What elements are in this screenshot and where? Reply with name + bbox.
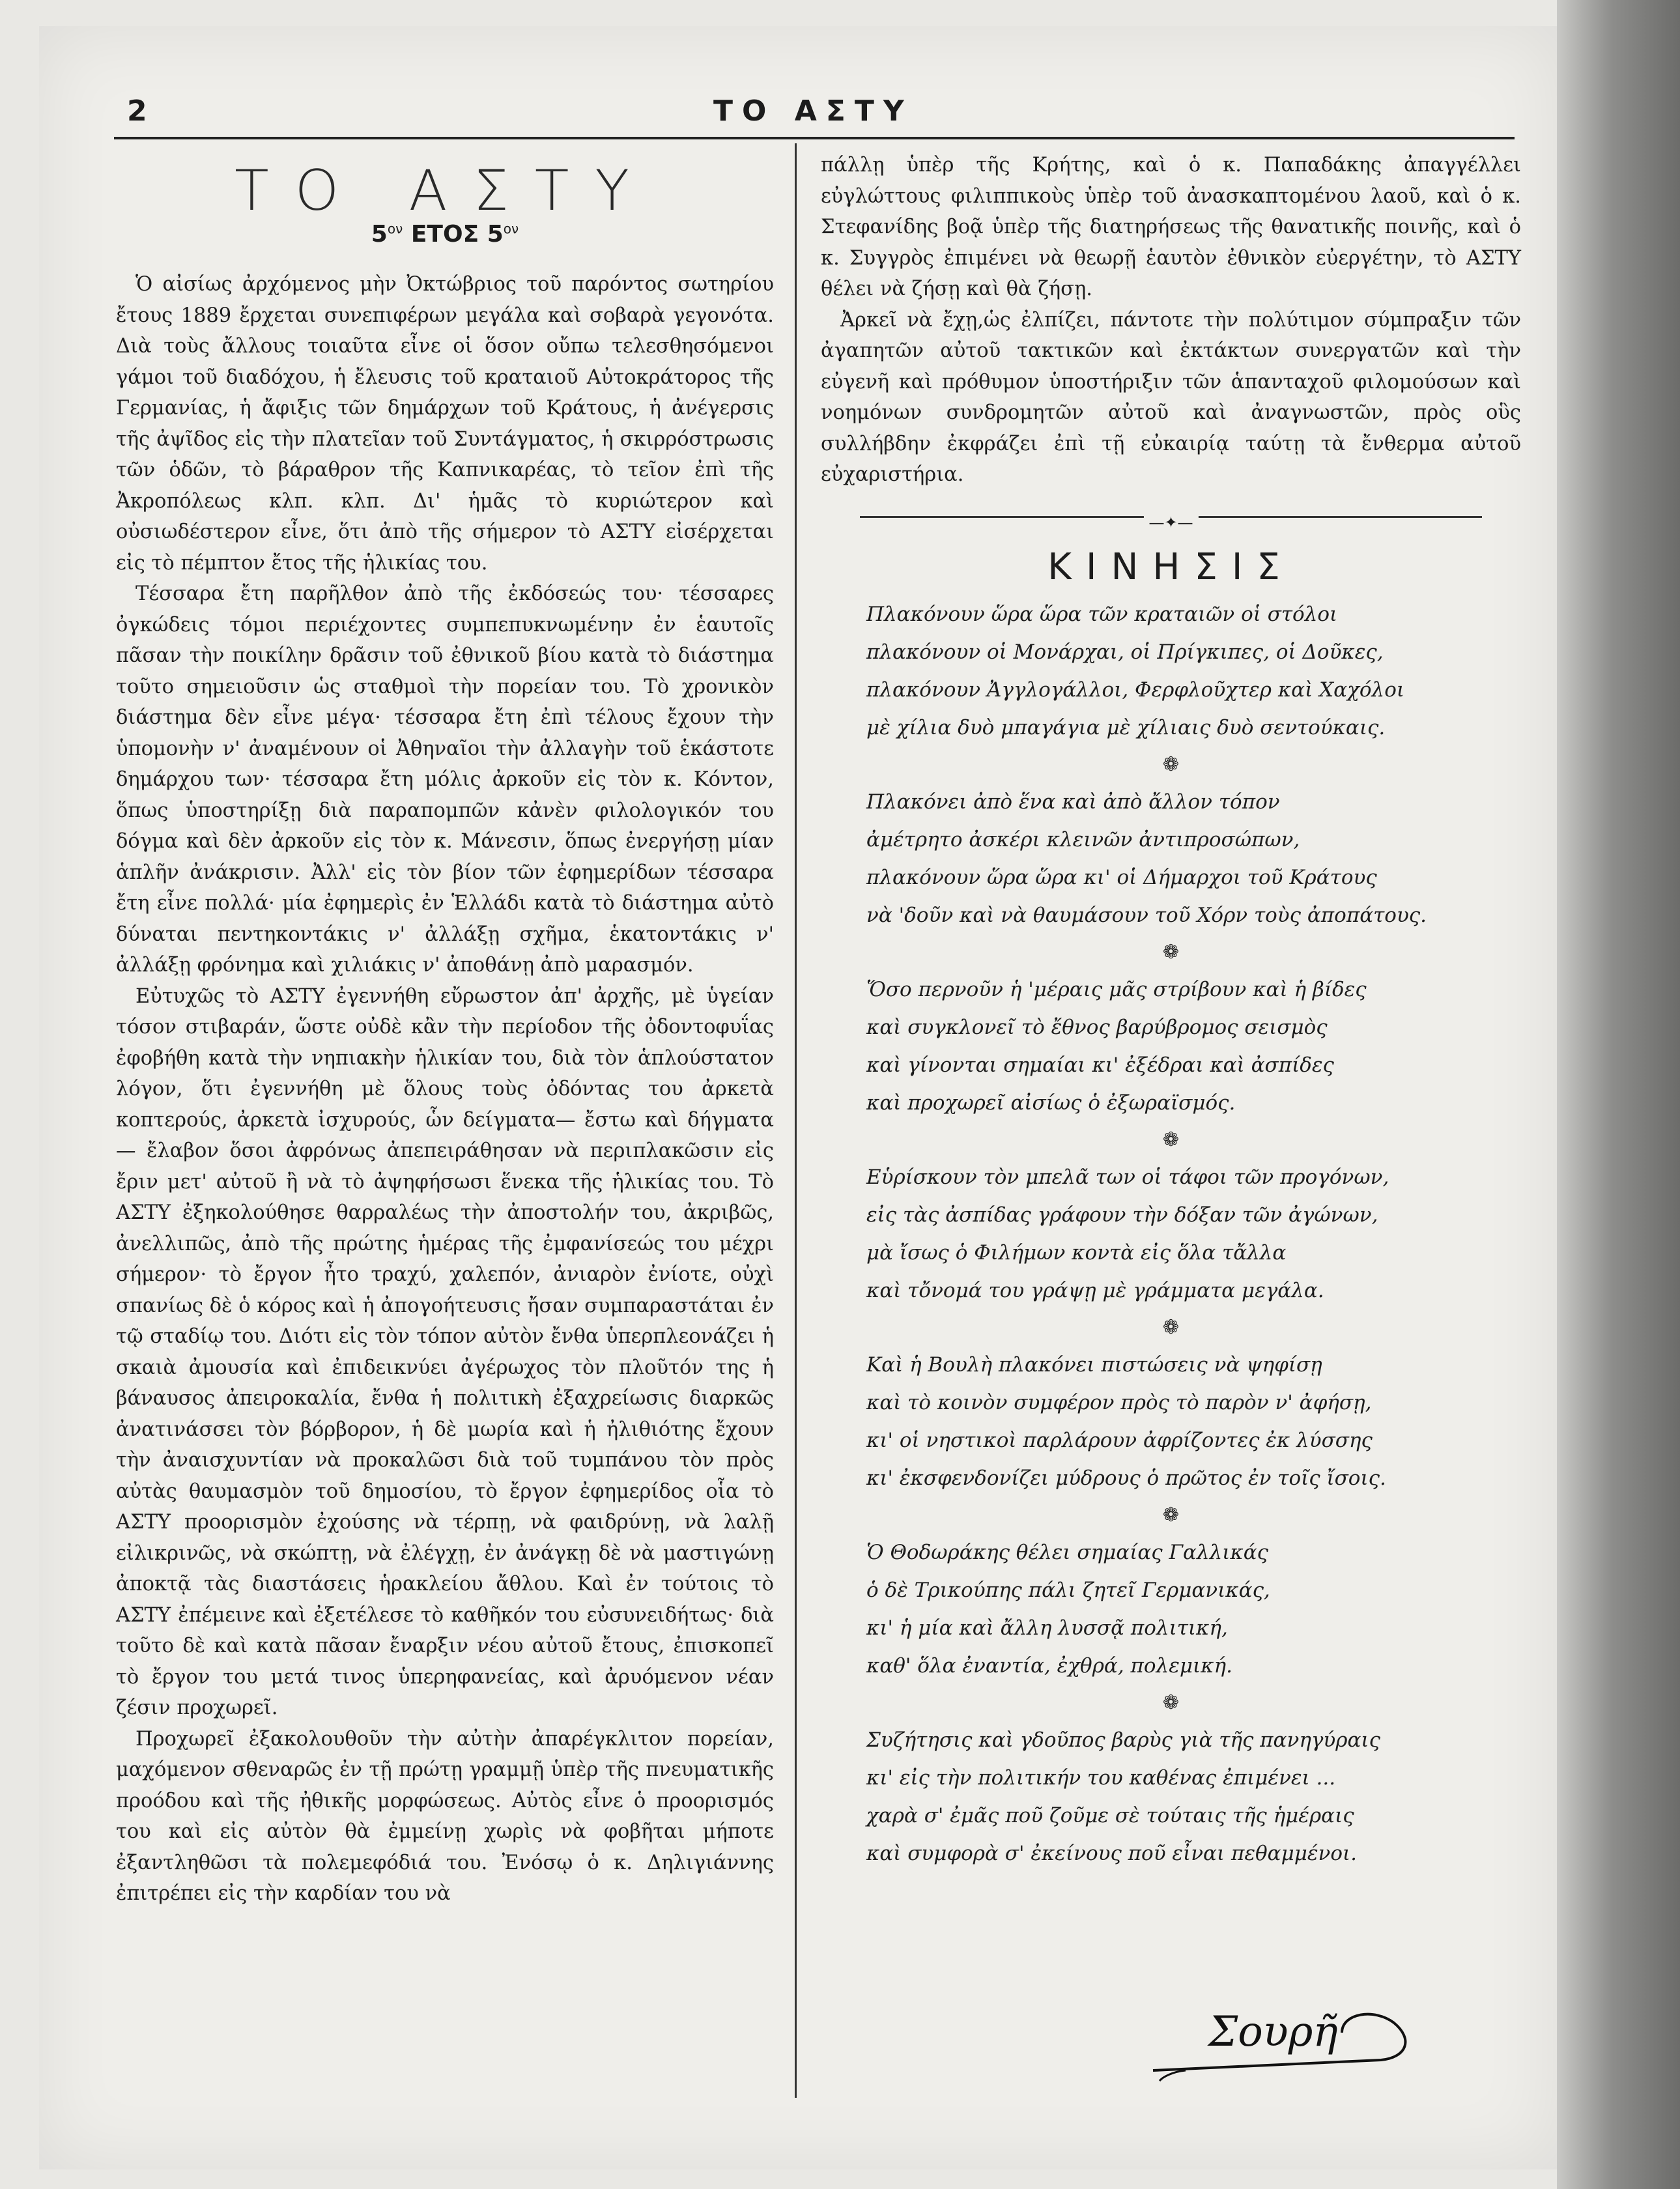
poem-line: ὁ δὲ Τρικούπης πάλι ζητεῖ Γερμανικάς,: [866, 1579, 1270, 1602]
signature-text: Σουρῆ: [1208, 2008, 1338, 2056]
poem-line: πλακόνουν οἱ Μονάρχαι, οἱ Πρίγκιπες, οἱ Δοῦκες,: [866, 640, 1384, 664]
poem-stanza: [866, 1346, 1521, 1497]
scan-edge-shadow: [1557, 0, 1680, 2189]
poem-line: χαρὰ σ' ἐμᾶς ποῦ ζοῦμε σὲ τούταις τῆς ἡμέραις: [866, 1804, 1354, 1827]
poem-line: κι' εἰς τὴν πολιτικήν του καθένας ἐπιμένει ...: [866, 1766, 1336, 1790]
edition-suffix: 5: [487, 220, 504, 248]
poem-line: εἰς τὰς ἀσπίδας γράφουν τὴν δόξαν τῶν ἀγώνων,: [866, 1203, 1378, 1227]
page-header: [114, 88, 1528, 140]
poem-line: καὶ συμφορὰ σ' ἐκείνους ποῦ εἶναι πεθαμμένοι.: [866, 1842, 1358, 1865]
poem-line: καθ' ὅλα ἐναντία, ἐχθρά, πολεμική.: [866, 1654, 1232, 1678]
header-rule: [114, 137, 1515, 139]
stanza-ornament: ❁: [1162, 1691, 1180, 1714]
stanza-ornament: ❁: [1162, 1316, 1180, 1339]
poem-line: Πλακόνει ἀπὸ ἕνα καὶ ἀπὸ ἄλλον τόπον: [866, 790, 1280, 814]
poem-stanza: [866, 1158, 1521, 1309]
poem-line: κι' ἡ μία καὶ ἄλλη λυσσᾷ πολιτική,: [866, 1616, 1228, 1640]
masthead-title: ΤΟ ΑΣΤΥ: [235, 158, 655, 223]
poem-stanza: [866, 595, 1521, 747]
stanza-ornament: ❁: [1162, 753, 1180, 776]
section-divider: [860, 506, 1482, 532]
edition-line: [116, 214, 774, 250]
poem-line: ἀμέτρητο ἀσκέρι κλεινῶν ἀντιπροσώπων,: [866, 828, 1300, 851]
poem-line: κι' ἐκσφενδονίζει μύδρους ὁ πρῶτος ἐν τοῖς ἴσοις.: [866, 1466, 1386, 1490]
page-number: 2: [127, 94, 147, 128]
editorial-paragraph: Τέσσαρα ἔτη παρῆλθον ἀπὸ τῆς ἐκδόσεώς του· τέσσαρες ὀγκώδεις τόμοι περιέχοντες συμπεπυκνωμένην ἐν ἑαυτοῖς πᾶσαν τὴν ποικίλην δρᾶσιν τοῦ ἐθνικοῦ βίου κατὰ τὸ διάστημα τοῦτο σημειοῦσιν ὡς σταθμοὶ τὴν πορείαν του. Τὸ χρονικὸν διάστημα δὲν εἶνε μέγα· τέσσαρα ἔτη ἐπὶ τέλους ἔχουν τὴν ὑπομονὴν ν' ἀναμένουν οἱ Ἀθηναῖοι τὴν ἀλλαγὴν τοῦ ἑκάστοτε δημάρχου των· τέσσαρα ἔτη μόλις ἀρκοῦν εἰς τὸν κ. Κόντον, ὅπως ὑποστηρίξῃ διὰ παραπομπῶν κἀνὲν φιλολογικόν του δόγμα καὶ δὲν ἀρκοῦν εἰς τὸν κ. Μάνεσιν, ὅπως ἐνεργήσῃ μίαν ἁπλῆν ἀνάκρισιν. Ἀλλ' εἰς τὸν βίον τῶν ἐφημερίδων τέσσαρα ἔτη εἶνε πολλά· μία ἐφημερὶς ἐν Ἑλλάδι κατὰ τὸ διάστημα αὐτὸ δύναται πεντηκοντάκις ν' ἀλλάξῃ σχῆμα, ἑκατοντάκις ν' ἀλλάξῃ φρόνημα καὶ χιλιάκις ν' ἀποθάνῃ ἀπὸ μαρασμόν.: [116, 582, 774, 977]
poem-line: καὶ τὄνομά του γράψῃ μὲ γράμματα μεγάλα.: [866, 1279, 1324, 1302]
stanza-ornament: ❁: [1162, 1128, 1180, 1151]
poem-stanza: [866, 971, 1521, 1122]
edition-label: ΕΤΟΣ: [410, 220, 479, 248]
continued-paragraph: πάλλῃ ὑπὲρ τῆς Κρήτης, καὶ ὁ κ. Παπαδάκης ἀπαγγέλλει εὐγλώττους φιλιππικοὺς ὑπὲρ τοῦ ἀνασκαπτομένου λαοῦ, καὶ ὁ κ. Στεφανίδης βοᾷ ὑπὲρ τῆς διατηρήσεως τῆς θανατικῆς ποινῆς, καὶ ὁ κ. Συγγρὸς ἐπιμένει νὰ θεωρῇ ἑαυτὸν ἐθνικὸν εὐεργέτην, τὸ ΑΣΤΥ θέλει νὰ ζήσῃ καὶ θὰ ζήσῃ.: [821, 154, 1521, 300]
poem-line: καὶ συγκλονεῖ τὸ ἔθνος βαρύβρομος σεισμὸς: [866, 1016, 1328, 1039]
poem-line: Καὶ ἡ Βουλὴ πλακόνει πιστώσεις νὰ ψηφίσῃ: [866, 1353, 1322, 1377]
poem-stanza: [866, 783, 1521, 934]
poem-line: Ὁ Θοδωράκης θέλει σημαίας Γαλλικάς: [866, 1541, 1269, 1564]
author-signature: [1146, 1994, 1420, 2085]
editorial-paragraph: Προχωρεῖ ἐξακολουθοῦν τὴν αὐτὴν ἀπαρέγκλιτον πορείαν, μαχόμενον σθεναρῶς ἐν τῇ πρώτῃ γραμμῇ ὑπὲρ τῆς πνευματικῆς προόδου καὶ τῆς ἠθικῆς μορφώσεως. Αὐτὸς εἶνε ὁ προορισμός του καὶ εἰς αὐτὸν θὰ ἐμμείνῃ χωρὶς νὰ φοβῆται μήποτε ἐξαντληθῶσι τὰ πολεμεφόδιά του. Ἐνόσῳ ὁ κ. Δηλιγιάννης ἐπιτρέπει εἰς τὴν καρδίαν του νὰ: [116, 1727, 774, 1905]
poem-stanza: [866, 1534, 1521, 1685]
poem-line: Πλακόνουν ὥρα ὥρα τῶν κραταιῶν οἱ στόλοι: [866, 603, 1338, 626]
edition-prefix: 5: [371, 220, 388, 248]
poem-line: καὶ προχωρεῖ αἰσίως ὁ ἐξωραϊσμός.: [866, 1091, 1236, 1115]
running-title: ΤΟ ΑΣΤΥ: [713, 94, 913, 128]
edition-suffix-sup: ον: [503, 220, 519, 236]
editorial-paragraph: Εὐτυχῶς τὸ ΑΣΤΥ ἐγεννήθη εὔρωστον ἀπ' ἀρχῆς, μὲ ὑγείαν τόσον στιβαράν, ὥστε οὐδὲ κἂν τὴν περίοδον τῆς ὀδοντοφυΐας ἐφοβήθη κατὰ τὴν νηπιακὴν ἡλικίαν του, διὰ τὸν ἁπλούστατον λόγον, ὅτι ἐγεννήθη μὲ ὅλους τοὺς ὀδόντας του ἀρκετὰ κοπτερούς, ἀρκετὰ ἰσχυρούς, ὧν δείγματα— ἔστω καὶ δήγματα — ἔλαβον ὅσοι ἀφρόνως ἀπεπειράθησαν νὰ περιπλακῶσιν εἰς ἔριν μετ' αὐτοῦ ἢ νὰ τὸ ἀψηφήσωσι ἕνεκα τῆς ἡλικίας του. Τὸ ΑΣΤΥ ἐξηκολούθησε θαρραλέως τὴν ἀποστολήν του, ἀκριβῶς, ἀνελλιπῶς, ἀπὸ τῆς πρώτης ἡμέρας τῆς ἐμφανίσεώς του μέχρι σήμερον· τὸ ἔργον ἦτο τραχύ, χαλεπόν, ἀνιαρὸν ἐνίοτε, οὐχὶ σπανίως δὲ ὁ κόρος καὶ ἡ ἀπογοήτευσις ἤσαν συμπαραστάται ἐν τῷ σταδίῳ του. Διότι εἰς τὸν τόπον αὐτὸν ἔνθα ὑπερπλεονάζει ἡ σκαιὰ ἀμουσία καὶ ἐπιδεικνύει ἀγέρωχος τὸν πλοῦτόν της ἡ βάναυσος ἀπειροκαλία, ἔνθα ἡ πολιτικὴ ἐξαχρείωσις διαρκῶς ἀνατινάσσει τὸν βόρβορον, ἡ δὲ μωρία καὶ ἡ ἠλιθιότης ἔχουν τὴν ἀναισχυντίαν νὰ προκαλῶσι διὰ τοῦ τυμπάνου τὸν πρὸς αὐτὰς θαυμασμὸν τοῦ δημοσίου, τὸ ἔργον ἐφημερίδος οἷα τὸ ΑΣΤΥ προορισμὸν ἐχούσης νὰ τέρπῃ, νὰ φαιδρύνῃ, νὰ λαλῇ εἰλικρινῶς, νὰ σκώπτῃ, νὰ ἐλέγχῃ, ἐν ἀνάγκῃ δὲ νὰ μαστιγώνῃ ἀποκτᾷ τὰς διαστάσεις ἡρακλείου ἄθλου. Καὶ ἐν τούτοις τὸ ΑΣΤΥ ἐπέμεινε καὶ ἐξετέλεσε τὸ καθῆκόν του εὐσυνειδήτως· διὰ τοῦτο δὲ καὶ κατὰ πᾶσαν ἔναρξιν νέου αὐτοῦ ἔτους, ἐπισκοπεῖ τὸ ἔργον του μετά τινος ὑπερηφανείας, καὶ ἀρυόμενον νέαν ζέσιν προχωρεῖ.: [116, 984, 774, 1719]
poem-line: καὶ γίνονται σημαίαι κι' ἐξέδραι καὶ ἀσπίδες: [866, 1053, 1334, 1077]
poem-line: πλακόνουν ὥρα ὥρα κι' οἱ Δήμαρχοι τοῦ Κράτους: [866, 866, 1377, 889]
poem-line: κι' οἱ νηστικοὶ παρλάρουν ἀφρίζοντες ἐκ λύσσης: [866, 1429, 1373, 1452]
poem-stanza: [866, 1721, 1521, 1872]
continued-paragraph: Ἀρκεῖ νὰ ἔχῃ,ὡς ἐλπίζει, πάντοτε τὴν πολύτιμον σύμπραξιν τῶν ἀγαπητῶν αὐτοῦ τακτικῶν καὶ ἐκτάκτων συνεργατῶν καὶ τὴν εὐγενῆ καὶ πρόθυμον ὑποστήριξιν τῶν ἁπανταχοῦ φιλομούσων καὶ νοημόνων συνδρομητῶν αὐτοῦ καὶ ἀναγνωστῶν, πρὸς οὓς συλλήβδην ἐκφράζει ἐπὶ τῇ εὐκαιρίᾳ ταύτῃ τὰ ἔνθερμα αὐτοῦ εὐχαριστήρια.: [821, 308, 1521, 486]
poem-line: μὰ ἴσως ὁ Φιλήμων κοντὰ εἰς ὅλα τἄλλα: [866, 1241, 1287, 1265]
poem-line: νὰ 'δοῦν καὶ νὰ θαυμάσουν τοῦ Χόρν τοὺς ἀποπάτους.: [866, 904, 1427, 927]
editorial-paragraph: Ὁ αἰσίως ἀρχόμενος μὴν Ὀκτώβριος τοῦ παρόντος σωτηρίου ἔτους 1889 ἔρχεται συνεπιφέρων μεγάλα καὶ σοβαρὰ γεγονότα. Διὰ τοὺς ἄλλους τοιαῦτα εἶνε οἱ ὅσον οὔπω τελεσθησόμενοι γάμοι τοῦ διαδόχου, ἡ ἔλευσις τοῦ κραταιοῦ Αὐτοκράτορος τῆς Γερμανίας, ἡ ἄφιξις τῶν δημάρχων τοῦ Κράτους, ἡ ἀνέγερσις τῆς ἀψῖδος εἰς τὴν πλατεῖαν τοῦ Συντάγματος, ἡ σκιρρόστρωσις τῶν ὁδῶν, τὸ βάραθρον τῆς Καπνικαρέας, τὸ τεῖον ἐπὶ τῆς Ἀκροπόλεως κλπ. κλπ. Δι' ἡμᾶς τὸ κυριώτερον καὶ οὐσιωδέστερον εἶνε, ὅτι ἀπὸ τῆς σήμερον τὸ ΑΣΤΥ εἰσέρχεται εἰς τὸ πέμπτον ἔτος τῆς ἡλικίας του.: [116, 273, 774, 575]
editorial-column: [116, 150, 774, 1910]
column-divider: [795, 143, 797, 2098]
divider-ornament: —✦—: [1143, 508, 1198, 539]
poem-line: Ὅσο περνοῦν ἡ 'μέραις μᾶς στρίβουν καὶ ἡ βίδες: [866, 978, 1367, 1001]
edition-prefix-sup: ον: [387, 220, 403, 236]
right-column: [821, 150, 1521, 1872]
stanza-ornament: ❁: [1162, 1504, 1180, 1526]
poem-line: πλακόνουν Ἀγγλογάλλοι, Φερφλοῦχτερ καὶ Χαχόλοι: [866, 678, 1405, 702]
poem-line: μὲ χίλια δυὸ μπαγάγια μὲ χίλιαις δυὸ σεντούκαις.: [866, 716, 1386, 739]
poem-line: Εὑρίσκουν τὸν μπελᾶ των οἱ τάφοι τῶν προγόνων,: [866, 1166, 1389, 1189]
poem-title: ΚΙΝΗΣΙΣ: [1047, 545, 1294, 588]
poem-line: καὶ τὸ κοινὸν συμφέρον πρὸς τὸ παρὸν ν' ἀφήσῃ,: [866, 1391, 1372, 1414]
poem-line: Συζήτησις καὶ γδοῦπος βαρὺς γιὰ τῆς πανηγύραις: [866, 1728, 1380, 1752]
stanza-ornament: ❁: [1162, 941, 1180, 964]
